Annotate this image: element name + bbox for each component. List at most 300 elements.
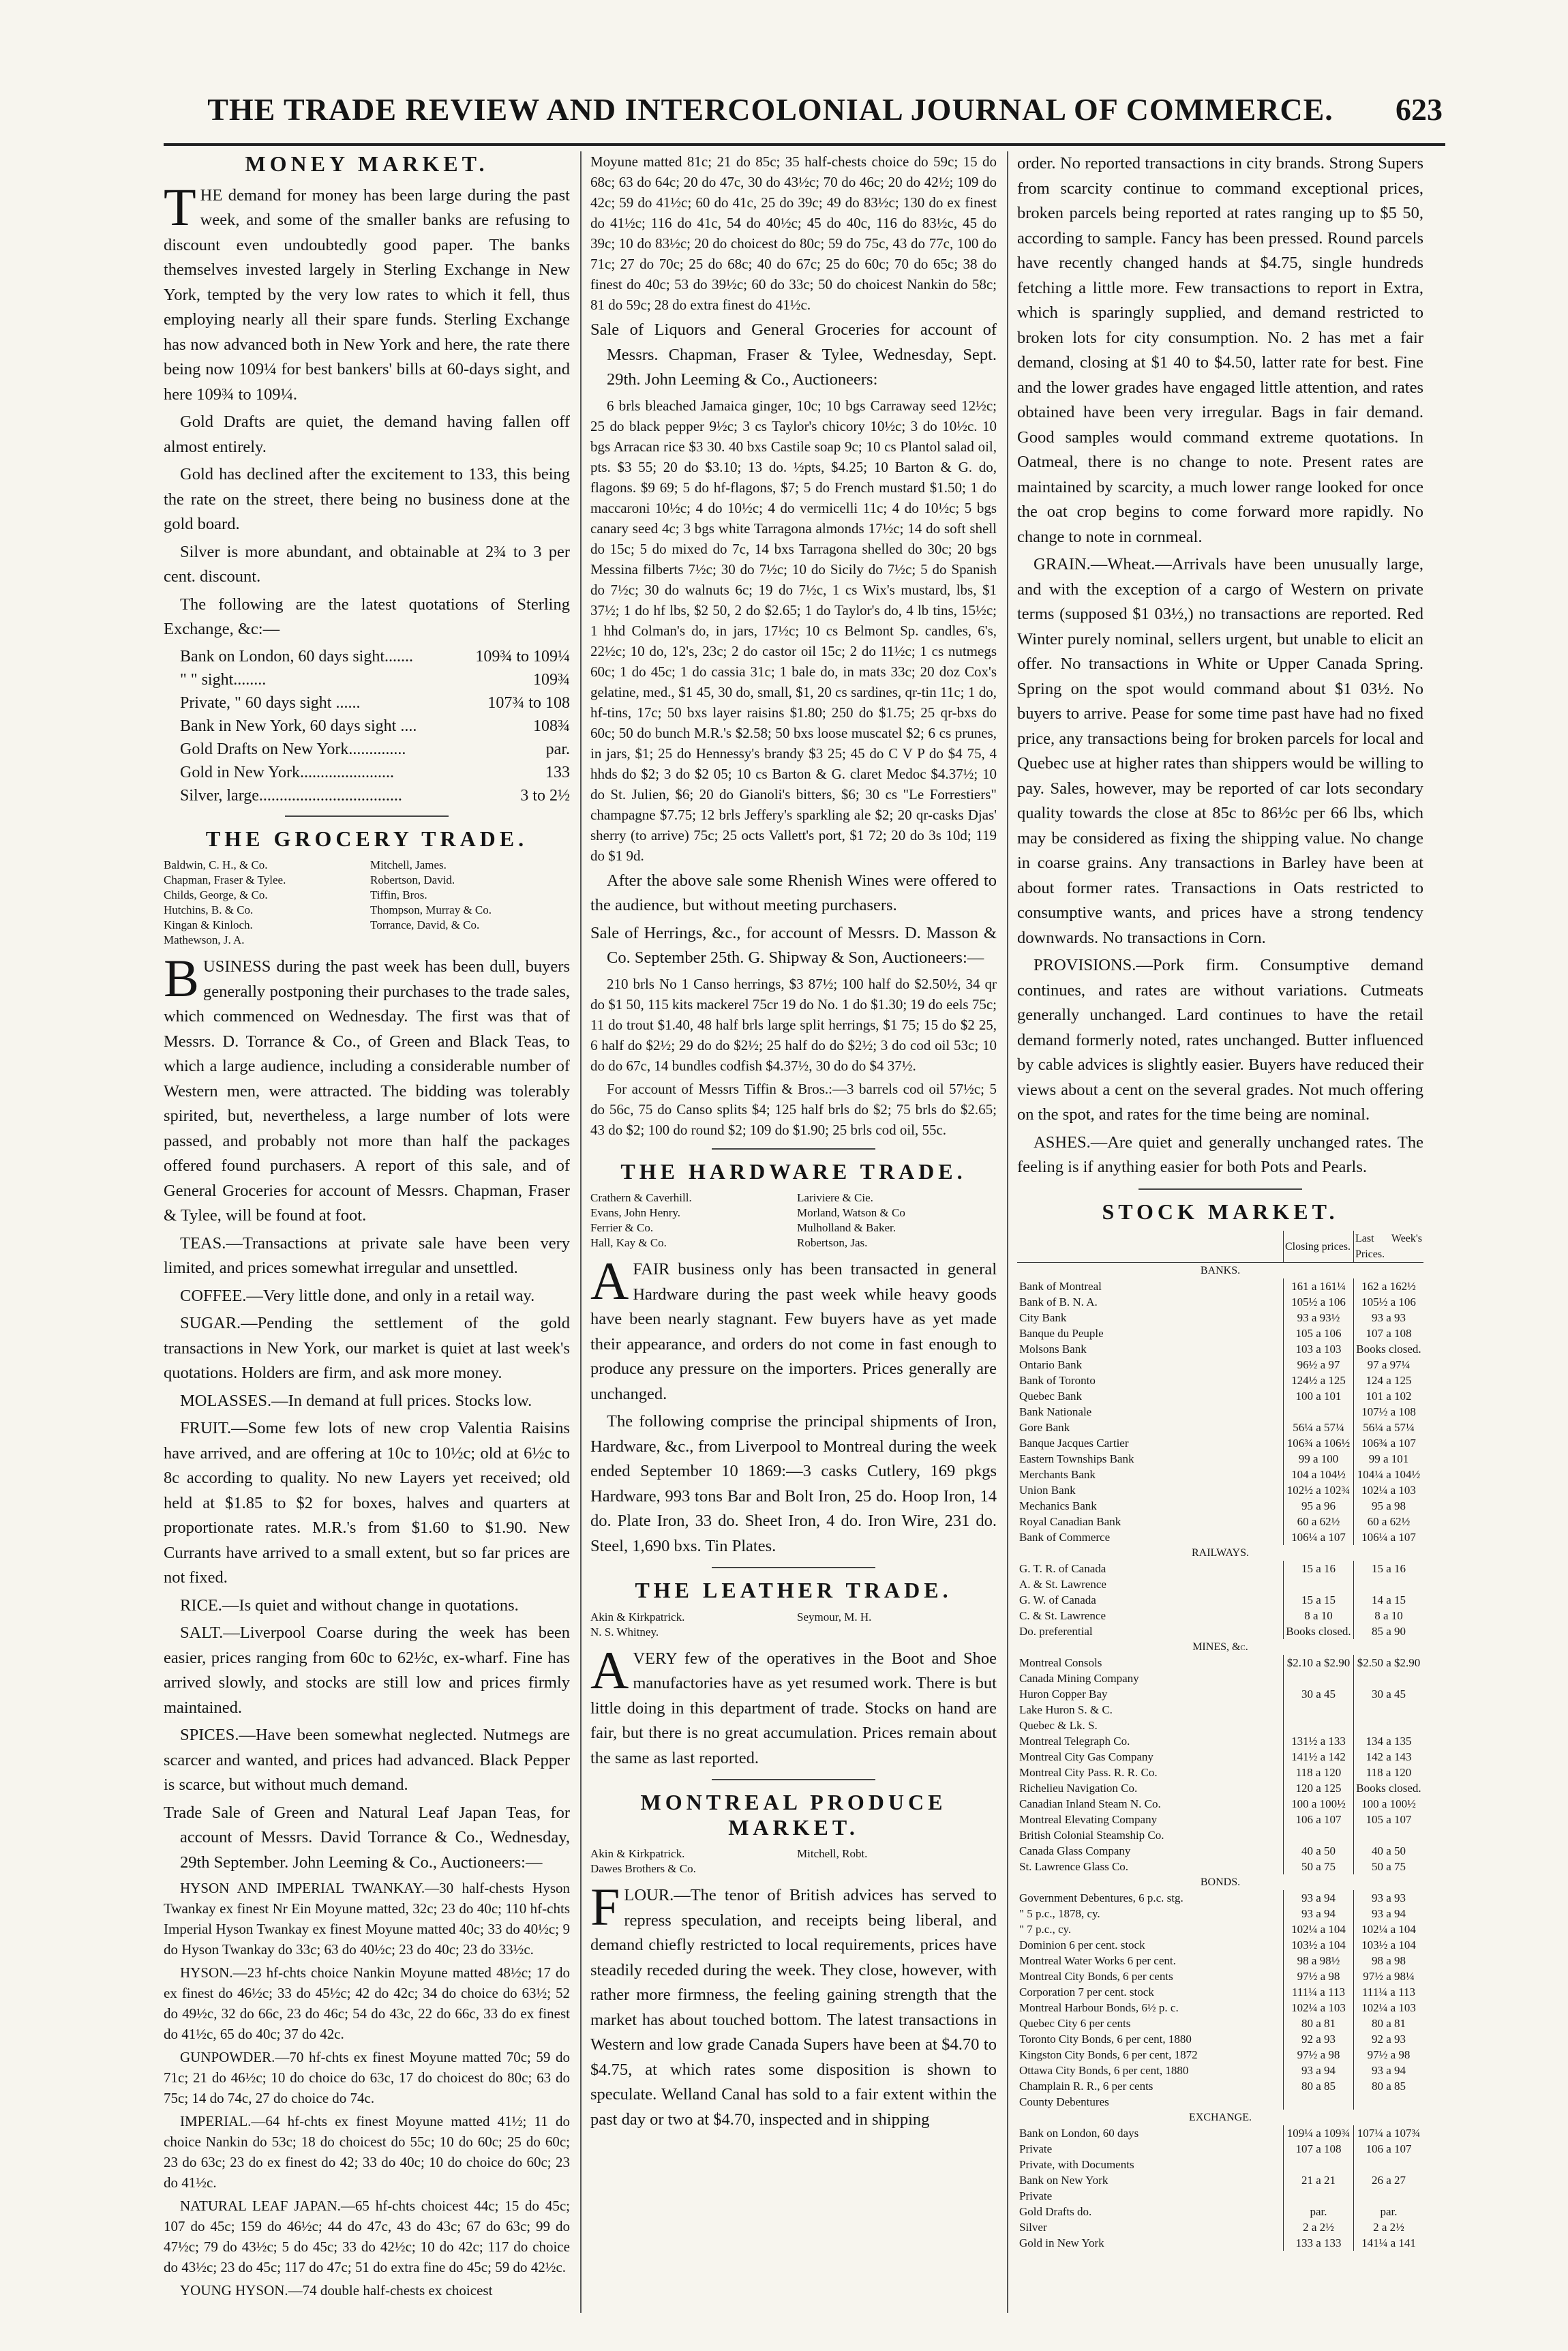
stock-row [1017, 1326, 1423, 1341]
stock-row [1017, 2016, 1423, 2031]
last-week-price: Books closed. [1354, 1780, 1424, 1796]
stock-row [1017, 1482, 1423, 1498]
stock-section-label: RAILWAYS. [1191, 1547, 1249, 1559]
liquor-sale-intro: Sale of Liquors and General Groceries for account of Messrs. Chapman, Fraser & Tylee, Wednesday, Sept. 29th. John Leeming & Co., Auctioneers: [590, 320, 997, 389]
stock-name: Banque du Peuple [1019, 1327, 1104, 1340]
stock-name: Gold in New York [1019, 2236, 1104, 2249]
spices-paragraph: SPICES.—Have been somewhat neglected. Nutmegs are scarcer and wanted, and prices had advanced. Black Pepper is scarce, but without much demand. [164, 1726, 570, 1794]
last-week-price: 85 a 90 [1354, 1623, 1424, 1639]
stock-row [1017, 1388, 1423, 1404]
closing-price: 106 a 107 [1284, 1812, 1354, 1827]
last-week-price: 97½ a 98¼ [1354, 1968, 1424, 1984]
last-week-price: 14 a 15 [1354, 1592, 1424, 1608]
stock-row [1017, 1859, 1423, 1874]
closing-price: $2.10 a $2.90 [1284, 1655, 1354, 1671]
hardware-paragraph: AFAIR business only has been transacted in general Hardware during the past week while heavy goods have been nearly stagnant. Few buyers have as yet made their appearance, and orders do not come in fast enough to produce any pressure on the importers. Prices generally are unchanged. [590, 1251, 997, 1403]
hardware-trade-heading: THE HARDWARE TRADE. [620, 1158, 967, 1184]
closing-price [1284, 2188, 1354, 2204]
tiffin-lot-list: For account of Messrs Tiffin & Bros.:—3 barrels cod oil 57½c; 5 do 56c, 75 do Canso splits $4; 125 half brls do $2; 75 brls do $2.65; 43 do $2; 100 do round $2; 109 do $1.90; 25 brls cod oil, 55c. [590, 1080, 997, 1138]
stock-row [1017, 1310, 1423, 1326]
stock-name: Quebec City 6 per cents [1019, 2017, 1131, 2030]
hardware-firm-list [590, 1191, 997, 1251]
closing-price [1284, 2094, 1354, 2110]
flour-paragraph: order. No reported transactions in city brands. Strong Supers from scarcity continue to command exceptional prices, broken parcels being reported at rates ranging up to $5 50, according to sample. Fancy has been pressed. Round parcels have recently changed hands at $4.75, single hundreds fetching a little more. Few transactions to report in Extra, which is sparingly supplied, and demand restricted to broken lots for city consumption. No. 2 has met a fair demand, closing at $1 40 to $4.50, latter rate for best. Fine and the lower grades have engaged little attention, and rates obtained have been very irregular. Bags in fair demand. Good samples would command extreme quotations. In Oatmeal, there is no change to note. Present rates are maintained by scarcity, a much lower range looked for once the oat crop begins to come forward more rapidly. No change to note in cornmeal. [1017, 154, 1423, 546]
closing-price: 93 a 94 [1284, 1890, 1354, 1906]
stock-name: Gold Drafts do. [1019, 2205, 1092, 2218]
stock-name: Dominion 6 per cent. stock [1019, 1938, 1145, 1951]
produce-firm-list [590, 1846, 997, 1876]
firm-name: Thompson, Murray & Co. [370, 903, 492, 916]
last-week-price [1354, 1671, 1424, 1686]
last-week-price: 60 a 62½ [1354, 1514, 1424, 1529]
last-week-price: 15 a 16 [1354, 1561, 1424, 1576]
closing-prices-header: Closing prices. [1284, 1231, 1354, 1263]
firm-name: Mitchell, James. [370, 858, 447, 871]
stock-name: Bank of B. N. A. [1019, 1296, 1098, 1308]
drop-cap: B [164, 948, 200, 1008]
flour-paragraph: FLOUR.—The tenor of British advices has served to repress speculation, and receipts being liberal, and demand chiefly restricted to local requirements, prices have steadily receded during the week. They close, however, with rather more firmness, the feeling gaining strength that the market has about touched bottom. The latest transactions in Western and low grade Canada Supers have been at $4.70 to $4.75, at which rates some disposition is shown to speculate. Welland Canal has sold to a fair extent within the past day or two at $4.70, inspected and in shipping [590, 1877, 997, 2129]
stock-name: Montreal Telegraph Co. [1019, 1735, 1130, 1748]
closing-price: 107 a 108 [1284, 2141, 1354, 2157]
stock-row [1017, 2204, 1423, 2219]
quotation-label: Silver, large................................... [180, 786, 402, 805]
stock-row [1017, 1655, 1423, 1671]
money-paragraph: Silver is more abundant, and obtainable at 2¾ to 3 per cent. discount. [164, 542, 570, 586]
firm-name: Seymour, M. H. [797, 1610, 872, 1623]
grocery-paragraph: BUSINESS during the past week has been dull, buyers generally postponing their purchases to the trade sales, which commenced on Wednesday. The first was that of Messrs. D. Torrance & Co., of Green and Black Teas, to which a large audience, including a considerable number of Western men, were attracted. The bidding was tolerably spirited, but, nevertheless, a large number of lots were passed, and probably not more than half the packages offered found purchasers. A report of this sale, and of General Groceries for account of Messrs. Chapman, Fraser & Tylee, will be found at foot. [164, 948, 570, 1225]
last-week-price: 97½ a 98 [1354, 2047, 1424, 2063]
stock-row [1017, 1702, 1423, 1718]
stock-name: Richelieu Navigation Co. [1019, 1782, 1138, 1795]
firm-name: Evans, John Henry. [590, 1206, 681, 1219]
stock-row [1017, 1357, 1423, 1373]
stock-name: Canadian Inland Steam N. Co. [1019, 1797, 1161, 1810]
stock-name: British Colonial Steamship Co. [1019, 1829, 1164, 1842]
closing-price: 106¼ a 107 [1284, 1529, 1354, 1545]
last-week-price [1354, 2188, 1424, 2204]
stock-row [1017, 2172, 1423, 2188]
closing-price: 102½ a 102¾ [1284, 1482, 1354, 1498]
closing-price: 105 a 106 [1284, 1326, 1354, 1341]
last-week-price: 26 a 27 [1354, 2172, 1424, 2188]
quotation-label: Gold in New York....................... [180, 763, 395, 781]
exchange-quotations [164, 645, 570, 807]
tea-lot-list: NATURAL LEAF JAPAN.—65 hf-chts choicest 44c; 15 do 45c; 107 do 45c; 159 do 46½c; 44 do 47c, 43 do 43c; 67 do 63c; 99 do 47½c; 79 do 43½c; 5 do 45c; 33 do 42½c; 10 do 42c; 117 do choice do 43½c; 23 do 45c; 117 do 47c; 51 do extra fine do 45c; 59 do 42½c. [164, 2198, 570, 2275]
closing-price: 133 a 133 [1284, 2235, 1354, 2251]
closing-price: 60 a 62½ [1284, 1514, 1354, 1529]
firm-name: Baldwin, C. H., & Co. [164, 858, 268, 871]
stock-row [1017, 2235, 1423, 2251]
closing-price: par. [1284, 2204, 1354, 2219]
firm-name: Crathern & Caverhill. [590, 1191, 692, 1204]
tea-sale-intro: Trade Sale of Green and Natural Leaf Japan Teas, for account of Messrs. David Torrance & Co., Wednesday, 29th September. John Leeming & Co., Auctioneers:— [164, 1803, 570, 1872]
salt-paragraph: SALT.—Liverpool Coarse during the week has been easier, prices ranging from 60c to 62½c, ex-wharf. Fine has arrived slowly, and stocks are still low and prices firmly maintained. [164, 1623, 570, 1717]
stock-name: Montreal Water Works 6 per cent. [1019, 1954, 1176, 1967]
stock-name: G. T. R. of Canada [1019, 1562, 1106, 1575]
stock-row [1017, 1592, 1423, 1608]
quotation-label: Bank in New York, 60 days sight .... [180, 717, 417, 735]
column-rule [580, 151, 582, 2313]
quotation-label: Gold Drafts on New York.............. [180, 740, 406, 758]
leather-trade-heading: THE LEATHER TRADE. [635, 1578, 952, 1602]
stock-name-header [1017, 1231, 1284, 1263]
firm-name: Akin & Kirkpatrick. [590, 1610, 685, 1623]
stock-row [1017, 1906, 1423, 1921]
last-week-price: par. [1354, 2204, 1424, 2219]
stock-row [1017, 1718, 1423, 1733]
stock-name: Gore Bank [1019, 1421, 1070, 1434]
closing-price: 105½ a 106 [1284, 1294, 1354, 1310]
ashes-paragraph: ASHES.—Are quiet and generally unchanged rates. The feeling is if anything easier for both Pots and Pearls. [1017, 1133, 1423, 1176]
last-week-price: 56¼ a 57¼ [1354, 1420, 1424, 1435]
produce-market-heading: MONTREAL PRODUCE MARKET. [640, 1790, 947, 1840]
stock-row [1017, 2047, 1423, 2063]
stock-row [1017, 1514, 1423, 1529]
closing-price: 97½ a 98 [1284, 1968, 1354, 1984]
stock-name: Private, with Documents [1019, 2158, 1134, 2171]
money-paragraph: Gold Drafts are quiet, the demand having fallen off almost entirely. [164, 413, 570, 456]
stock-name: Toronto City Bonds, 6 per cent, 1880 [1019, 2033, 1192, 2046]
closing-price: 102¼ a 103 [1284, 2000, 1354, 2016]
stock-row [1017, 2141, 1423, 2157]
hardware-paragraph: The following comprise the principal shipments of Iron, Hardware, &c., from Liverpool to Montreal during the week ended September 10 1869:—3 casks Cutlery, 169 pkgs Hardware, 993 tons Bar and Bolt Iron, 25 do. Hoop Iron, 14 do. Plate Iron, 33 do. Sheet Iron, 4 do. Iron Wire, 231 do. Steel, 1,690 bxs. Tin Plates. [590, 1412, 997, 1555]
closing-price [1284, 1404, 1354, 1420]
closing-price: 141½ a 142 [1284, 1749, 1354, 1765]
stock-row [1017, 1765, 1423, 1780]
stock-row [1017, 2078, 1423, 2094]
column-1 [164, 151, 570, 2320]
firm-name: Akin & Kirkpatrick. [590, 1847, 685, 1860]
closing-price: 104 a 104½ [1284, 1467, 1354, 1482]
stock-row [1017, 1373, 1423, 1388]
stock-table [1017, 1231, 1423, 2251]
closing-price [1284, 1671, 1354, 1686]
stock-name: A. & St. Lawrence [1019, 1578, 1106, 1591]
last-week-price: 97 a 97¼ [1354, 1357, 1424, 1373]
closing-price: 102¼ a 104 [1284, 1921, 1354, 1937]
last-week-price: 124 a 125 [1354, 1373, 1424, 1388]
stock-name: Quebec & Lk. S. [1019, 1719, 1098, 1732]
last-week-price: 142 a 143 [1354, 1749, 1424, 1765]
firm-name: Ferrier & Co. [590, 1221, 654, 1234]
stock-row [1017, 1467, 1423, 1482]
closing-price: 106¾ a 106½ [1284, 1435, 1354, 1451]
fruit-paragraph: FRUIT.—Some few lots of new crop Valentia Raisins have arrived, and are offering at 10c to 10½c; old at 6½c to 8c according to quality. No new Layers yet received; old held at $1.85 to $2 for boxes, halves and quarters at proportionate rates. M.R.'s from $1.60 to $1.90. New Currants have arrived to a small extent, but so far prices are not fixed. [164, 1419, 570, 1587]
page-header [164, 82, 1445, 146]
drop-cap: A [590, 1640, 629, 1700]
stock-name: Kingston City Bonds, 6 per cent, 1872 [1019, 2048, 1198, 2061]
stock-section-row [1017, 1263, 1423, 1279]
last-week-price: 103½ a 104 [1354, 1937, 1424, 1953]
stock-name: Corporation 7 per cent. stock [1019, 1986, 1154, 1998]
stock-section-label: BONDS. [1200, 1876, 1241, 1888]
closing-price: 50 a 75 [1284, 1859, 1354, 1874]
last-week-price: 106 a 107 [1354, 2141, 1424, 2157]
drop-cap: T [164, 177, 196, 237]
stock-row [1017, 1623, 1423, 1639]
last-week-price: 80 a 85 [1354, 2078, 1424, 2094]
firm-name [370, 933, 570, 948]
stock-name: Lake Huron S. & C. [1019, 1703, 1113, 1716]
firm-name: Torrance, David, & Co. [370, 918, 480, 931]
last-week-price: 105 a 107 [1354, 1812, 1424, 1827]
teas-paragraph: TEAS.—Transactions at private sale have been very limited, and prices somewhat irregular and unsettled. [164, 1233, 570, 1277]
closing-price: 98 a 98½ [1284, 1953, 1354, 1968]
last-week-price [1354, 1827, 1424, 1843]
last-week-price: 92 a 93 [1354, 2031, 1424, 2047]
stock-row [1017, 1341, 1423, 1357]
quotation-value: 109¾ to 109¼ [475, 647, 570, 665]
firm-name: Robertson, David. [370, 873, 455, 886]
last-week-price: 2 a 2½ [1354, 2219, 1424, 2235]
stock-row [1017, 2188, 1423, 2204]
closing-price: 118 a 120 [1284, 1765, 1354, 1780]
firm-name: Lariviere & Cie. [797, 1191, 873, 1204]
closing-price: 99 a 100 [1284, 1451, 1354, 1467]
stock-row [1017, 1780, 1423, 1796]
quotation-row [164, 668, 570, 691]
money-paragraph: Gold has declined after the excitement to 133, this being the rate on the street, there being no business done at the gold board. [164, 465, 570, 533]
stock-name: Do. preferential [1019, 1625, 1093, 1638]
page-title: THE TRADE REVIEW AND INTERCOLONIAL JOURNAL OF COMMERCE. [207, 92, 1333, 127]
firm-name: Dawes Brothers & Co. [590, 1862, 696, 1875]
stock-name: Montreal City Gas Company [1019, 1750, 1154, 1763]
closing-price: 93 a 94 [1284, 2063, 1354, 2078]
stock-row [1017, 1796, 1423, 1812]
tea-lot-list: GUNPOWDER.—70 hf-chts ex finest Moyune matted 70c; 59 do 71c; 21 do 46½c; 10 do choice do 63c, 17 do choicest do 80c; 63 do 75c; 14 do 74c, 27 do choice do 74c. [164, 2049, 570, 2106]
closing-price: 103 a 103 [1284, 1341, 1354, 1357]
stock-row [1017, 2219, 1423, 2235]
stock-name: Bank of Toronto [1019, 1374, 1096, 1387]
closing-price: 100 a 101 [1284, 1388, 1354, 1404]
stock-row [1017, 1733, 1423, 1749]
stock-name: Government Debentures, 6 p.c. stg. [1019, 1891, 1183, 1904]
stock-row [1017, 1278, 1423, 1294]
section-divider [285, 815, 449, 817]
grocery-firm-list [164, 858, 570, 948]
stock-name: Champlain R. R., 6 per cents [1019, 2080, 1154, 2093]
closing-price: 109¼ a 109¾ [1284, 2125, 1354, 2141]
closing-price: 95 a 96 [1284, 1498, 1354, 1514]
rhenish-paragraph: After the above sale some Rhenish Wines were offered to the audience, but without meeting purchasers. [590, 871, 997, 914]
closing-price: 30 a 45 [1284, 1686, 1354, 1702]
last-week-price: 98 a 98 [1354, 1953, 1424, 1968]
closing-price: 80 a 85 [1284, 2078, 1354, 2094]
firm-name: Hall, Kay & Co. [590, 1236, 667, 1249]
quotation-value: 133 [545, 763, 570, 781]
firm-name: Mitchell, Robt. [797, 1847, 868, 1860]
last-week-price: 118 a 120 [1354, 1765, 1424, 1780]
closing-price: 80 a 81 [1284, 2016, 1354, 2031]
last-week-price: 134 a 135 [1354, 1733, 1424, 1749]
stock-name: Bank on London, 60 days [1019, 2127, 1139, 2140]
quotation-label: " " sight........ [180, 670, 267, 689]
section-divider [712, 1779, 875, 1780]
closing-price [1284, 1576, 1354, 1592]
stock-row [1017, 2125, 1423, 2141]
firm-name: Tiffin, Bros. [370, 888, 427, 901]
quotation-row [164, 784, 570, 807]
herring-lot-list: 210 brls No 1 Canso herrings, $3 87½; 100 half do $2.50½, 34 qr do $1 50, 115 kits mackerel 75cr 19 do No. 1 do $1.30; 19 do eels 75c; 11 do trout $1.40, 48 half brls large split herrings, $1 75; 15 do $2 25, 6 half do $2½; 29 do do $2½; 25 half do do $2½; 3 do cod oil 53c; 10 do do 67c, 14 bundles codfish $4.37½, 30 do do $4 37½. [590, 975, 997, 1074]
last-week-price: 93 a 93 [1354, 1310, 1424, 1326]
closing-price: 8 a 10 [1284, 1608, 1354, 1623]
stock-name: Montreal City Pass. R. R. Co. [1019, 1766, 1158, 1779]
stock-row [1017, 1937, 1423, 1953]
section-divider [712, 1148, 875, 1150]
stock-name: G. W. of Canada [1019, 1593, 1096, 1606]
closing-price [1284, 1827, 1354, 1843]
quotation-row [164, 645, 570, 668]
last-week-price: 93 a 94 [1354, 1906, 1424, 1921]
money-paragraph: THE demand for money has been large during the past week, and some of the smaller banks are refusing to discount even undoubtedly good paper. The banks themselves invested largely in Sterling Exchange in New York, tempted by the very low rates to which it fell, thus employing nearly all their spare funds. Sterling Exchange has now advanced both in New York and here, the rate there being now 109¼ for best bankers' bills at 60-days sight, and here 109¾ to 109¼. [164, 177, 570, 404]
quotation-value: 108¾ [533, 717, 570, 735]
stock-row [1017, 1608, 1423, 1623]
quotation-value: par. [545, 740, 570, 758]
quotation-row [164, 738, 570, 761]
last-week-price: Books closed. [1354, 1341, 1424, 1357]
stock-section-label: EXCHANGE. [1189, 2112, 1252, 2123]
herring-sale-intro: Sale of Herrings, &c., for account of Messrs. D. Masson & Co. September 25th. G. Shipway & Son, Auctioneers:— [590, 923, 997, 967]
rice-paragraph: RICE.—Is quiet and without change in quotations. [180, 1596, 519, 1615]
stock-row [1017, 2094, 1423, 2110]
firm-name: Kingan & Kinloch. [164, 918, 253, 931]
firm-name: N. S. Whitney. [590, 1625, 659, 1638]
stock-row [1017, 1827, 1423, 1843]
section-divider [1139, 1188, 1302, 1190]
stock-name: St. Lawrence Glass Co. [1019, 1860, 1129, 1873]
tea-lot-list: HYSON AND IMPERIAL TWANKAY.—30 half-chests Hyson Twankay ex finest Nr Ein Moyune matted, 32c; 23 do 40c; 110 hf-chts Imperial Hyson Twankay ex finest Moyune matted 40c; 33 do 40½c; 9 do Hyson Twankay do 33c; 63 do 40½c; 23 do 40c; 23 do 33½c. [164, 1880, 570, 1958]
closing-price: 2 a 2½ [1284, 2219, 1354, 2235]
firm-name: Mathewson, J. A. [164, 933, 245, 946]
stock-section-row [1017, 2110, 1423, 2125]
closing-price: 40 a 50 [1284, 1843, 1354, 1859]
stock-row [1017, 1686, 1423, 1702]
closing-price: 111¼ a 113 [1284, 1984, 1354, 2000]
leather-firm-list [590, 1610, 997, 1640]
last-week-price: 8 a 10 [1354, 1608, 1424, 1623]
last-week-price: 102¼ a 103 [1354, 1482, 1424, 1498]
quotation-row [164, 715, 570, 738]
stock-name: Private [1019, 2189, 1053, 2202]
quotation-value: 3 to 2½ [520, 786, 570, 805]
last-week-price: 100 a 100½ [1354, 1796, 1424, 1812]
stock-row [1017, 1843, 1423, 1859]
drop-cap: F [590, 1877, 620, 1936]
stock-name: Canada Glass Company [1019, 1844, 1131, 1857]
stock-row [1017, 1420, 1423, 1435]
firm-name: Hutchins, B. & Co. [164, 903, 254, 916]
quotation-row [164, 761, 570, 784]
stock-name: Montreal Consols [1019, 1656, 1102, 1669]
closing-price: 92 a 93 [1284, 2031, 1354, 2047]
stock-row [1017, 2063, 1423, 2078]
column-3 [1017, 151, 1423, 2320]
stock-name: Union Bank [1019, 1484, 1076, 1497]
last-week-price: 105½ a 106 [1354, 1294, 1424, 1310]
closing-price: Books closed. [1284, 1623, 1354, 1639]
quotation-value: 109¾ [533, 670, 570, 689]
last-week-price [1354, 2094, 1424, 2110]
stock-name: Molsons Bank [1019, 1343, 1087, 1356]
tea-lot-list: IMPERIAL.—64 hf-chts ex finest Moyune matted 41½; 11 do choice Nankin do 53c; 18 do choicest do 55c; 10 do 60c; 25 do 60c; 23 do 63c; 23 do ex finest do 42; 33 do 40c; 10 do choice do 60c; 23 do 41½c. [164, 2113, 570, 2191]
stock-row [1017, 1294, 1423, 1310]
firm-name [797, 1625, 997, 1640]
stock-table-body [1017, 1263, 1423, 2251]
page-number: 623 [1396, 92, 1443, 127]
leather-paragraph: AVERY few of the operatives in the Boot and Shoe manufactories have as yet resumed work. There is but little doing in this department of trade. Stocks on hand are fair, but there is no great accumulation. Prices remain about the same as last reported. [590, 1640, 997, 1767]
closing-price: 161 a 161¼ [1284, 1278, 1354, 1294]
closing-price: 93 a 94 [1284, 1906, 1354, 1921]
stock-row [1017, 1576, 1423, 1592]
quotation-value: 107¾ to 108 [487, 693, 570, 712]
last-week-price: 141¼ a 141 [1354, 2235, 1424, 2251]
stock-row [1017, 1435, 1423, 1451]
closing-price [1284, 1702, 1354, 1718]
molasses-paragraph: MOLASSES.—In demand at full prices. Stocks low. [180, 1391, 532, 1410]
last-week-price: 30 a 45 [1354, 1686, 1424, 1702]
stock-name: Montreal Harbour Bonds, 6½ p. c. [1019, 2001, 1179, 2014]
closing-price: 124½ a 125 [1284, 1373, 1354, 1388]
firm-name: Childs, George, & Co. [164, 888, 268, 901]
last-week-price: 101 a 102 [1354, 1388, 1424, 1404]
last-week-prices-header: Last Week's Prices. [1354, 1231, 1424, 1263]
stock-name: Mechanics Bank [1019, 1499, 1097, 1512]
stock-market-heading: STOCK MARKET. [1102, 1199, 1339, 1224]
last-week-price: 107¼ a 107¾ [1354, 2125, 1424, 2141]
last-week-price: 102¼ a 104 [1354, 1921, 1424, 1937]
stock-table-header [1017, 1231, 1423, 1263]
stock-row [1017, 2157, 1423, 2172]
firm-name [797, 1861, 997, 1876]
last-week-price [1354, 2157, 1424, 2172]
last-week-price: 40 a 50 [1354, 1843, 1424, 1859]
stock-row [1017, 1671, 1423, 1686]
column-rule [1007, 151, 1008, 2313]
stock-name: Private [1019, 2142, 1053, 2155]
sugar-paragraph: SUGAR.—Pending the settlement of the gold transactions in New York, our market is quiet at last week's quotations. Holders are firm, and ask more money. [164, 1314, 570, 1382]
stock-row [1017, 1953, 1423, 1968]
stock-row [1017, 1404, 1423, 1420]
tea-lot-list: YOUNG HYSON.—74 double half-chests ex choicest [180, 2282, 493, 2298]
stock-name: Bank of Commerce [1019, 1531, 1111, 1544]
stock-name: C. & St. Lawrence [1019, 1609, 1106, 1622]
stock-name: County Debentures [1019, 2095, 1109, 2108]
stock-row [1017, 1529, 1423, 1545]
closing-price: 131½ a 133 [1284, 1733, 1354, 1749]
firm-name: Robertson, Jas. [797, 1236, 868, 1249]
stock-row [1017, 2000, 1423, 2016]
stock-name: Bank of Montreal [1019, 1280, 1102, 1293]
stock-name: " 5 p.c., 1878, cy. [1019, 1907, 1100, 1920]
closing-price: 15 a 16 [1284, 1561, 1354, 1576]
stock-section-row [1017, 1639, 1423, 1655]
firm-name: Mulholland & Baker. [797, 1221, 896, 1234]
stock-section-label: MINES, &c. [1192, 1641, 1248, 1653]
last-week-price: 111¼ a 113 [1354, 1984, 1424, 2000]
stock-name: Bank on New York [1019, 2174, 1109, 2187]
closing-price: 97½ a 98 [1284, 2047, 1354, 2063]
stock-name: Banque Jacques Cartier [1019, 1437, 1129, 1450]
stock-name: Merchants Bank [1019, 1468, 1096, 1481]
tea-lot-list: Moyune matted 81c; 21 do 85c; 35 half-chests choice do 59c; 15 do 68c; 63 do 64c; 20 do 47c, 30 do 43½c; 70 do 46c; 20 do 42½; 109 do 42c; 59 do 41½c; 60 do 41c, 25 do 39c; 49 do 83½c; 130 do ex finest do 41½c; 116 do 41c, 54 do 40½c; 45 do 40c, 116 do 83½c, 45 do 39c; 10 do 83½c; 20 do choicest do 80c; 59 do 75c, 43 do 77c, 100 do 71c; 27 do 70c; 25 do 68c; 40 do 67c; 25 do 60c; 70 do 65c; 38 do finest do 40c; 53 do 39½c; 60 do 33c; 50 do choicest Nankin do 58c; 81 do 59c; 28 do extra finest do 41½c. [590, 153, 997, 313]
stock-name: Royal Canadian Bank [1019, 1515, 1121, 1528]
closing-price: 96½ a 97 [1284, 1357, 1354, 1373]
stock-row [1017, 1812, 1423, 1827]
last-week-price [1354, 1702, 1424, 1718]
stock-name: Montreal Elevating Company [1019, 1813, 1158, 1826]
closing-price [1284, 1718, 1354, 1733]
last-week-price: 93 a 93 [1354, 1890, 1424, 1906]
